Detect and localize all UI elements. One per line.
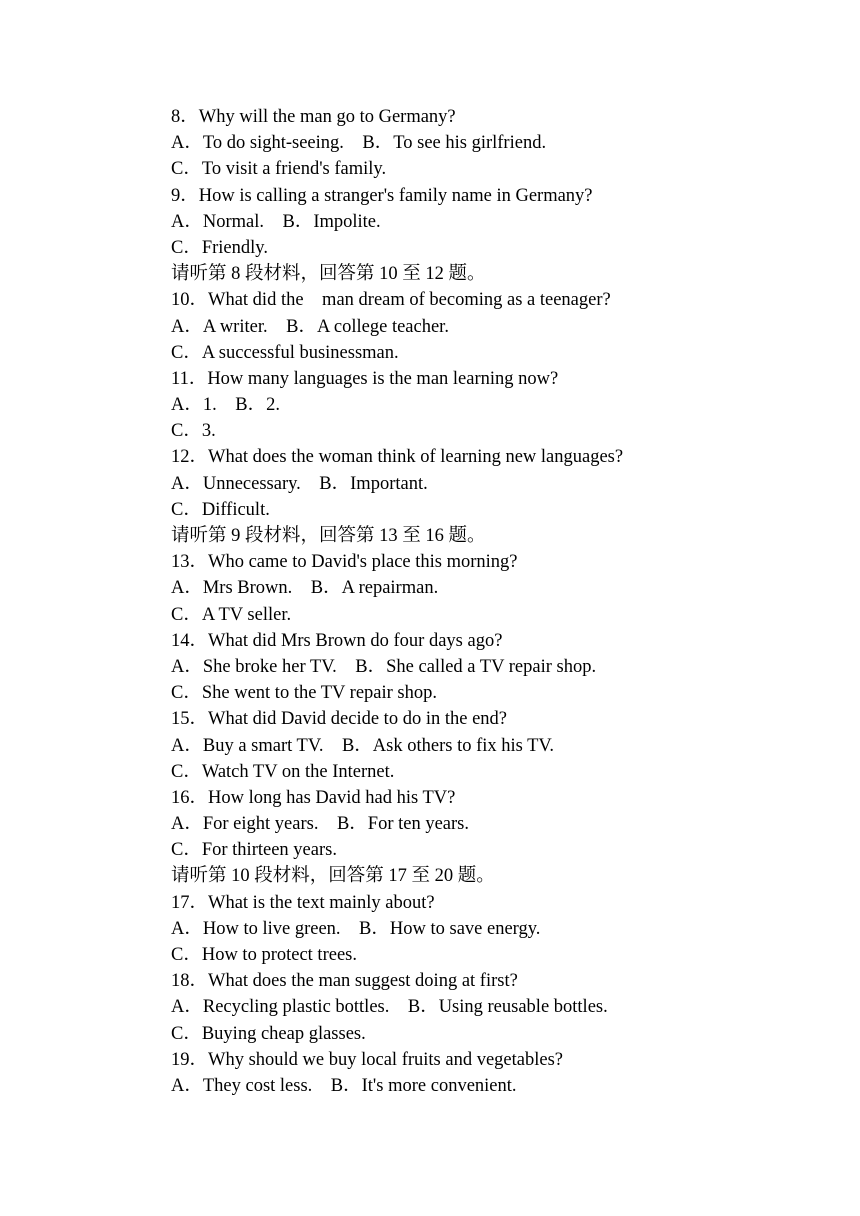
options-11-ab: A．1. B．2. [171, 395, 280, 416]
question-8: 8．Why will the man go to Germany? [171, 107, 456, 127]
options-13-ab: A．Mrs Brown. B．A repairman. [171, 578, 439, 599]
options-10-c: C．A successful businessman. [171, 342, 399, 363]
section-heading-10: 请听第 10 段材料，回答第 17 至 20 题。 [171, 866, 495, 887]
question-12: 12．What does the woman think of learning new languages? [171, 447, 624, 468]
options-10-ab: A．A writer. B．A college teacher. [171, 316, 449, 337]
options-17-ab: A．How to live green. B．How to save energy. [171, 918, 541, 939]
options-8-ab: A．To do sight-seeing. B．To see his girlfriend. [171, 133, 547, 154]
options-11-c: C．3. [171, 421, 216, 442]
options-18-c: C．Buying cheap glasses. [171, 1023, 366, 1044]
section-heading-9: 请听第 9 段材料，回答第 13 至 16 题。 [171, 526, 486, 546]
options-12-ab: A．Unnecessary. B．Important. [171, 473, 428, 494]
options-9-ab: A．Normal. B．Impolite. [171, 211, 381, 232]
options-8-c: C．To visit a friend's family. [171, 159, 387, 180]
question-13: 13．Who came to David's place this morning? [171, 552, 518, 573]
question-19: 19．Why should we buy local fruits and vegetables? [171, 1049, 563, 1070]
options-15-c: C．Watch TV on the Internet. [171, 761, 395, 782]
question-17: 17．What is the text mainly about? [171, 892, 435, 913]
options-9-c: C．Friendly. [171, 237, 268, 258]
options-19-ab: A．They cost less. B．It's more convenient. [171, 1075, 517, 1096]
options-16-c: C．For thirteen years. [171, 840, 337, 861]
document-page [171, 104, 811, 1099]
question-9: 9．How is calling a stranger's family name in Germany? [171, 185, 593, 206]
question-14: 14．What did Mrs Brown do four days ago? [171, 630, 503, 651]
question-16: 16．How long has David had his TV? [171, 787, 456, 808]
question-15: 15．What did David decide to do in the end? [171, 709, 507, 730]
question-18: 18．What does the man suggest doing at first? [171, 971, 518, 992]
options-13-c: C．A TV seller. [171, 604, 292, 625]
options-17-c: C．How to protect trees. [171, 945, 357, 965]
options-18-ab: A．Recycling plastic bottles. B．Using reusable bottles. [171, 997, 608, 1018]
options-12-c: C．Difficult. [171, 499, 270, 520]
options-16-ab: A．For eight years. B．For ten years. [171, 814, 470, 835]
options-15-ab: A．Buy a smart TV. B．Ask others to fix his TV. [171, 735, 555, 756]
question-10: 10．What did the man dream of becoming as a teenager? [171, 290, 611, 311]
options-14-c: C．She went to the TV repair shop. [171, 683, 437, 704]
question-11: 11．How many languages is the man learning now? [171, 368, 559, 389]
options-14-ab: A．She broke her TV. B．She called a TV repair shop. [171, 656, 597, 677]
section-heading-8: 请听第 8 段材料，回答第 10 至 12 题。 [171, 264, 486, 285]
